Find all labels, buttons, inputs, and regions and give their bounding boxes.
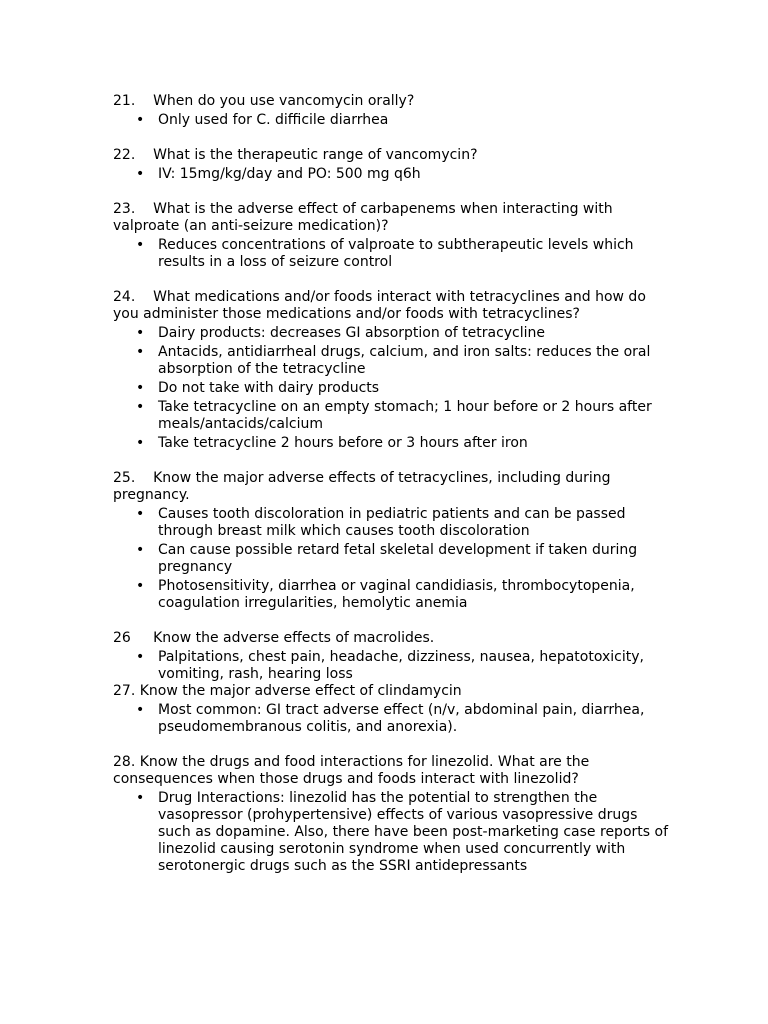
paragraph-spacer — [113, 271, 673, 289]
answer-bullet: • Drug Interactions: linezolid has the potential to strengthen the vasopressor (prohypertensive) effects of various vasopressive drugs such as dopamine. Also, there have been post-marketing case reports of linezolid causing serotonin syndrome when used concurrently with serotonergic drugs such as the SSRI antidepressants — [158, 790, 673, 875]
answer-bullet: • IV: 15mg/kg/day and PO: 500 mg q6h — [158, 166, 673, 183]
question-prompt: When do you use vancomycin orally? — [153, 93, 415, 109]
question-text — [113, 754, 673, 788]
answer-bullet: • Palpitations, chest pain, headache, dizziness, nausea, hepatotoxicity, vomiting, rash, hearing loss — [158, 649, 673, 683]
question-text — [113, 93, 673, 110]
question-prompt: Know the adverse effects of macrolides. — [153, 630, 435, 646]
question-number: 22. — [113, 147, 136, 163]
answer-list — [113, 790, 673, 875]
question-prompt: What medications and/or foods interact with tetracyclines and how do you administer those medications and/or foods with tetracyclines? — [113, 289, 651, 322]
document-body — [113, 93, 673, 875]
question-text — [113, 683, 673, 700]
question-block — [113, 93, 673, 147]
paragraph-spacer — [113, 736, 673, 754]
answer-list — [113, 649, 673, 683]
question-text — [113, 289, 673, 323]
answer-bullet: • Causes tooth discoloration in pediatric patients and can be passed through breast milk which causes tooth discoloration — [158, 506, 673, 540]
answer-bullet: • Dairy products: decreases GI absorption of tetracycline — [158, 325, 673, 342]
answer-bullet: • Take tetracycline 2 hours before or 3 hours after iron — [158, 435, 673, 452]
question-prompt: What is the therapeutic range of vancomycin? — [153, 147, 478, 163]
paragraph-spacer — [113, 129, 673, 147]
question-text — [113, 630, 673, 647]
question-block — [113, 289, 673, 470]
question-number: 26 — [113, 630, 131, 646]
answer-bullet: • Take tetracycline on an empty stomach; 1 hour before or 2 hours after meals/antacids/calcium — [158, 399, 673, 433]
answer-list — [113, 506, 673, 612]
answer-list — [113, 702, 673, 736]
paragraph-spacer — [113, 452, 673, 470]
question-text — [113, 470, 673, 504]
answer-bullet: • Only used for C. difficile diarrhea — [158, 112, 673, 129]
question-block — [113, 470, 673, 630]
question-number: 21. — [113, 93, 136, 109]
answer-list — [113, 325, 673, 452]
question-prompt: Know the major adverse effects of tetracyclines, including during pregnancy. — [113, 470, 616, 503]
question-prompt: What is the adverse effect of carbapenems when interacting with valproate (an anti-seizure medication)? — [113, 201, 618, 234]
answer-bullet: • Can cause possible retard fetal skeletal development if taken during pregnancy — [158, 542, 673, 576]
question-number: 27. — [113, 683, 136, 699]
answer-list — [113, 237, 673, 271]
question-block — [113, 754, 673, 875]
question-block — [113, 201, 673, 289]
answer-bullet: • Antacids, antidiarrheal drugs, calcium, and iron salts: reduces the oral absorption of the tetracycline — [158, 344, 673, 378]
question-number: 28. — [113, 754, 136, 770]
question-number: 23. — [113, 201, 136, 217]
answer-list — [113, 166, 673, 183]
question-block — [113, 683, 673, 754]
answer-list — [113, 112, 673, 129]
question-text — [113, 201, 673, 235]
question-block — [113, 630, 673, 683]
paragraph-spacer — [113, 612, 673, 630]
answer-bullet: • Most common: GI tract adverse effect (n/v, abdominal pain, diarrhea, pseudomembranous colitis, and anorexia). — [158, 702, 673, 736]
question-number: 24. — [113, 289, 136, 305]
question-number: 25. — [113, 470, 136, 486]
question-block — [113, 147, 673, 201]
question-prompt: Know the major adverse effect of clindamycin — [139, 683, 462, 699]
answer-bullet: • Reduces concentrations of valproate to subtherapeutic levels which results in a loss of seizure control — [158, 237, 673, 271]
answer-bullet: • Photosensitivity, diarrhea or vaginal candidiasis, thrombocytopenia, coagulation irregularities, hemolytic anemia — [158, 578, 673, 612]
question-text — [113, 147, 673, 164]
answer-bullet: • Do not take with dairy products — [158, 380, 673, 397]
paragraph-spacer — [113, 183, 673, 201]
question-prompt: Know the drugs and food interactions for linezolid. What are the consequences when those drugs and foods interact with linezolid? — [113, 754, 594, 787]
